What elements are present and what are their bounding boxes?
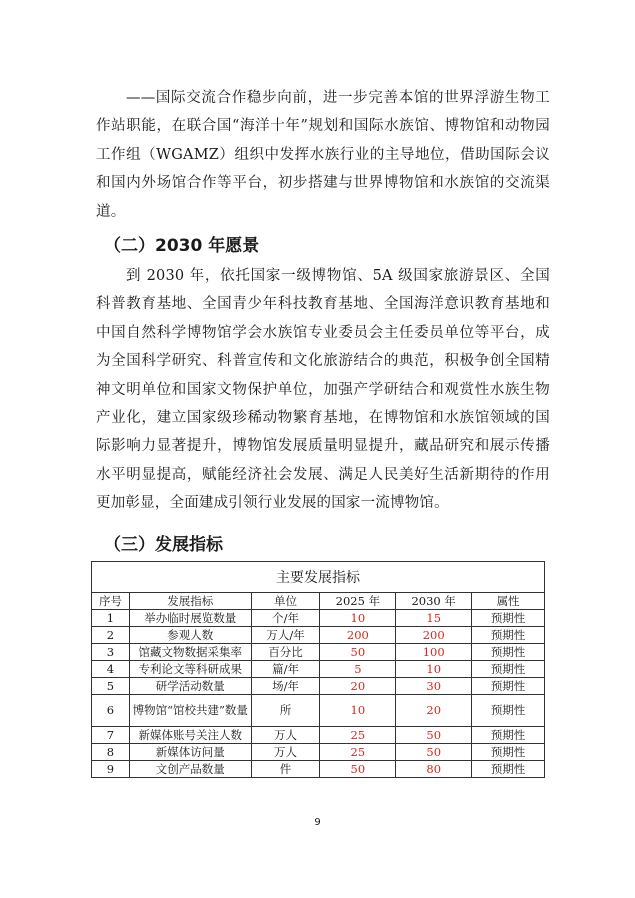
cell-number: 4 (92, 661, 130, 678)
cell-unit: 百分比 (251, 644, 320, 661)
cell-indicator: 文创产品数量 (129, 761, 251, 778)
cell-2030-value: 30 (396, 678, 472, 695)
cell-unit: 万人 (251, 727, 320, 744)
cell-2025-value: 10 (320, 695, 396, 727)
paragraph-international-cooperation: ——国际交流合作稳步向前，进一步完善本馆的世界浮游生物工作站职能，在联合国“海洋十年”规划和国际水族馆、博物馆和动物园工作组（WGAMZ）组织中发挥水族行业的主导地位，借助国际会议和国内外场馆合作等平台，初步搭建与世界博物馆和水族馆的交流渠道。 (96, 90, 550, 220)
cell-2030-value: 50 (396, 744, 472, 761)
table-header-row (92, 593, 545, 610)
column-header-unit: 单位 (251, 593, 320, 610)
cell-unit: 篇/年 (251, 661, 320, 678)
cell-unit: 件 (251, 761, 320, 778)
cell-2030-value: 15 (396, 610, 472, 627)
cell-indicator: 专利论文等科研成果 (129, 661, 251, 678)
indicators-table-container (91, 561, 545, 778)
table-row (92, 727, 545, 744)
cell-indicator: 博物馆“馆校共建”数量 (129, 695, 251, 727)
indicators-table (91, 561, 545, 778)
column-header-number: 序号 (92, 593, 130, 610)
cell-2025-value: 25 (320, 744, 396, 761)
table-body (92, 610, 545, 778)
cell-unit: 所 (251, 695, 320, 727)
column-header-2025: 2025 年 (320, 593, 396, 610)
cell-unit: 场/年 (251, 678, 320, 695)
cell-attribute: 预期性 (472, 727, 545, 744)
cell-indicator: 新媒体账号关注人数 (129, 727, 251, 744)
cell-2025-value: 10 (320, 610, 396, 627)
cell-2030-value: 10 (396, 661, 472, 678)
table-row (92, 661, 545, 678)
cell-2025-value: 25 (320, 727, 396, 744)
cell-number: 9 (92, 761, 130, 778)
cell-indicator: 举办临时展览数量 (129, 610, 251, 627)
cell-indicator: 参观人数 (129, 627, 251, 644)
table-caption-row (92, 562, 545, 593)
cell-indicator: 新媒体访问量 (129, 744, 251, 761)
cell-indicator: 研学活动数量 (129, 678, 251, 695)
table-row (92, 695, 545, 727)
column-header-indicator: 发展指标 (129, 593, 251, 610)
cell-attribute: 预期性 (472, 695, 545, 727)
cell-number: 5 (92, 678, 130, 695)
cell-attribute: 预期性 (472, 744, 545, 761)
cell-attribute: 预期性 (472, 610, 545, 627)
table-row (92, 678, 545, 695)
cell-2030-value: 200 (396, 627, 472, 644)
cell-unit: 万人/年 (251, 627, 320, 644)
cell-number: 1 (92, 610, 130, 627)
cell-attribute: 预期性 (472, 661, 545, 678)
table-row (92, 644, 545, 661)
table-row (92, 610, 545, 627)
cell-2025-value: 5 (320, 661, 396, 678)
cell-2025-value: 50 (320, 761, 396, 778)
cell-2030-value: 50 (396, 727, 472, 744)
paragraph-2030-vision: 到 2030 年，依托国家一级博物馆、5A 级国家旅游景区、全国科普教育基地、全国青少年科技教育基地、全国海洋意识教育基地和中国自然科学博物馆学会水族馆专业委员会主任委员单位等平台，成为全国科学研究、科普宣传和文化旅游结合的典范，积极争创全国精神文明单位和国家文物保护单位，加强产学研结合和观赏性水族生物产业化，建立国家级珍稀动物繁育基地，在博物馆和水族馆领域的国际影响力显著提升，博物馆发展质量明显提升，藏品研究和展示传播水平明显提高，赋能经济社会发展、满足人民美好生活新期待的作用更加彰显，全面建成引领行业发展的国家一流博物馆。 (96, 268, 550, 512)
cell-attribute: 预期性 (472, 678, 545, 695)
cell-number: 2 (92, 627, 130, 644)
cell-number: 8 (92, 744, 130, 761)
cell-unit: 万人 (251, 744, 320, 761)
table-row (92, 761, 545, 778)
cell-indicator: 馆藏文物数据采集率 (129, 644, 251, 661)
cell-number: 3 (92, 644, 130, 661)
section-heading-development-indicators: （三）发展指标 (104, 535, 223, 555)
cell-2030-value: 100 (396, 644, 472, 661)
section-heading-2030-vision: （二）2030 年愿景 (104, 236, 260, 256)
page-number: 9 (314, 817, 321, 828)
table-row (92, 627, 545, 644)
cell-attribute: 预期性 (472, 644, 545, 661)
cell-2030-value: 20 (396, 695, 472, 727)
cell-2030-value: 80 (396, 761, 472, 778)
cell-2025-value: 20 (320, 678, 396, 695)
column-header-2030: 2030 年 (396, 593, 472, 610)
cell-unit: 个/年 (251, 610, 320, 627)
cell-2025-value: 200 (320, 627, 396, 644)
cell-2025-value: 50 (320, 644, 396, 661)
table-caption: 主要发展指标 (92, 562, 545, 593)
column-header-attribute: 属性 (472, 593, 545, 610)
cell-attribute: 预期性 (472, 761, 545, 778)
cell-number: 7 (92, 727, 130, 744)
cell-number: 6 (92, 695, 130, 727)
table-row (92, 744, 545, 761)
cell-attribute: 预期性 (472, 627, 545, 644)
